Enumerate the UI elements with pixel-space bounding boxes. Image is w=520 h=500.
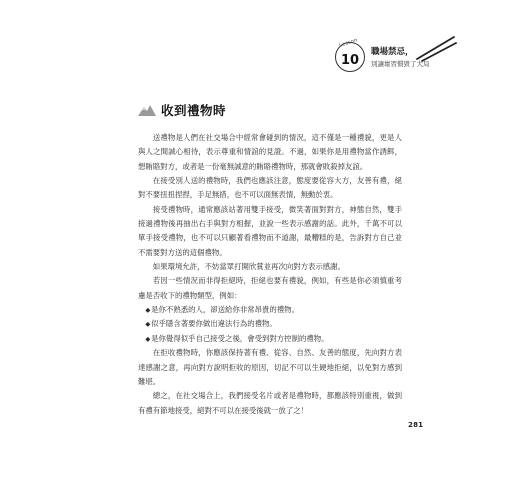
bullet-text: 是你不熟悉的人，卻送給你非常昂貴的禮物。	[151, 305, 299, 315]
paragraph: 接受禮物時，通常應該站著用雙手接受，微笑著面對對方，神態自然，雙手接過禮物後再抽出右手與對方相握，並說一些表示感謝的話。此外，千萬不可以單手接受禮物，也不可以只顧著看禮物而不道謝，最糟糕的是，告訴對方自己並不需要對方送的這個禮物。	[138, 204, 402, 257]
bullet-item	[138, 303, 402, 317]
bullet-item	[138, 317, 402, 331]
bullet-text: 是你覺得似乎自己接受之後，會受到對方控制的禮物。	[151, 333, 329, 343]
chapter-title: 職場禁忌，	[371, 47, 414, 57]
body-text	[138, 131, 402, 418]
section-title: 收到禮物時	[161, 103, 227, 118]
paragraph: 送禮物是人們在社交場合中經常會碰到的情況，這不僅是一種禮貌，更是人與人之間誠心相待，表示尊重和情誼的見證。不過，如果你是用禮物當作誘餌，想賄賂對方，或者是一份毫無誠意的賄賂禮物時，那就會敗殺掉友誼。	[138, 133, 402, 171]
diamond-bullet-icon: ◆	[145, 306, 151, 315]
paragraph: 如果環境允許，不妨當眾打開欣賞並再次向對方表示感謝。	[152, 262, 345, 272]
bullet-text: 似乎隱含著要你做出違法行為的禮物。	[151, 319, 277, 329]
lesson-label: Lesson	[338, 37, 359, 49]
chapter-subtitle: 別讓壞習慣毀了大局	[371, 60, 430, 68]
paragraph: 若因一些情況而非得拒絕時，拒絕也要有禮貌，例如，有些是你必須慎重考慮是否收下的禮物類型，例如：	[138, 276, 402, 300]
paragraph: 在接受別人送的禮物時，我們也應該注意，態度要從容大方，友善有禮，絕對不要扭扭捏捏，手足無措，也不可以面無表情，無動於衷。	[138, 176, 402, 200]
bullet-item	[138, 332, 402, 346]
lesson-number: 10	[340, 52, 360, 68]
paragraph: 總之，在社交場合上，我們接受名片或者是禮物時，都應該特別重視，做到有禮有節地接受，絕對不可以在接受後就一放了之！	[138, 391, 402, 415]
chapter-header	[335, 32, 455, 76]
paragraph: 在拒收禮物時，你應該保持著有禮、從容、自然、友善的態度，先向對方表達感謝之意，再向對方說明拒收的原因，切記不可以生硬地拒絕，以免對方感到難堪。	[138, 348, 402, 386]
section-heading	[138, 101, 226, 119]
mountain-icon	[138, 104, 156, 116]
lesson-badge	[335, 37, 365, 72]
diamond-bullet-icon: ◆	[145, 334, 151, 343]
diamond-bullet-icon: ◆	[145, 320, 151, 329]
chopsticks-icon	[413, 34, 457, 62]
page-number: 281	[408, 421, 424, 429]
